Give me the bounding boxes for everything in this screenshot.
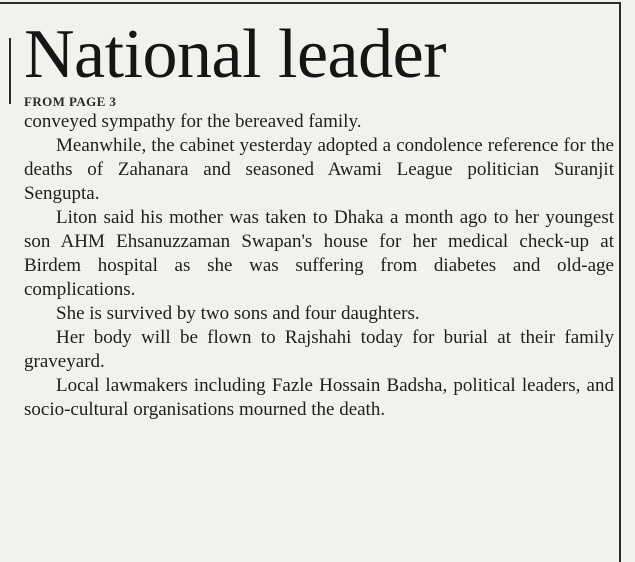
news-article bbox=[24, 18, 614, 422]
paragraph-medical-checkup: Liton said his mother was taken to Dhaka a month ago to her youngest son AHM Ehsanuzzaman Swapan's house for her medical check-up at Birdem hospital as she was suffering from diabetes and old-age complications. bbox=[24, 207, 614, 300]
right-column-rule bbox=[619, 2, 621, 562]
article-headline: National leader bbox=[24, 16, 447, 93]
jump-line: FROM PAGE 3 bbox=[24, 94, 117, 109]
top-border-rule bbox=[0, 2, 619, 4]
article-body bbox=[24, 110, 614, 422]
paragraph-burial: Her body will be flown to Rajshahi today for burial at their family graveyard. bbox=[24, 327, 614, 372]
paragraph-survived-by: She is survived by two sons and four daughters. bbox=[56, 303, 420, 324]
left-column-rule bbox=[9, 38, 11, 104]
paragraph-cabinet-condolence: Meanwhile, the cabinet yesterday adopted a condolence reference for the deaths of Zahanara and seasoned Awami League politician Suranjit Sengupta. bbox=[24, 135, 614, 204]
paragraph-mourners: Local lawmakers including Fazle Hossain Badsha, political leaders, and socio-cultural organisations mourned the death. bbox=[24, 375, 614, 420]
paragraph-continuation: conveyed sympathy for the bereaved family. bbox=[24, 111, 362, 132]
